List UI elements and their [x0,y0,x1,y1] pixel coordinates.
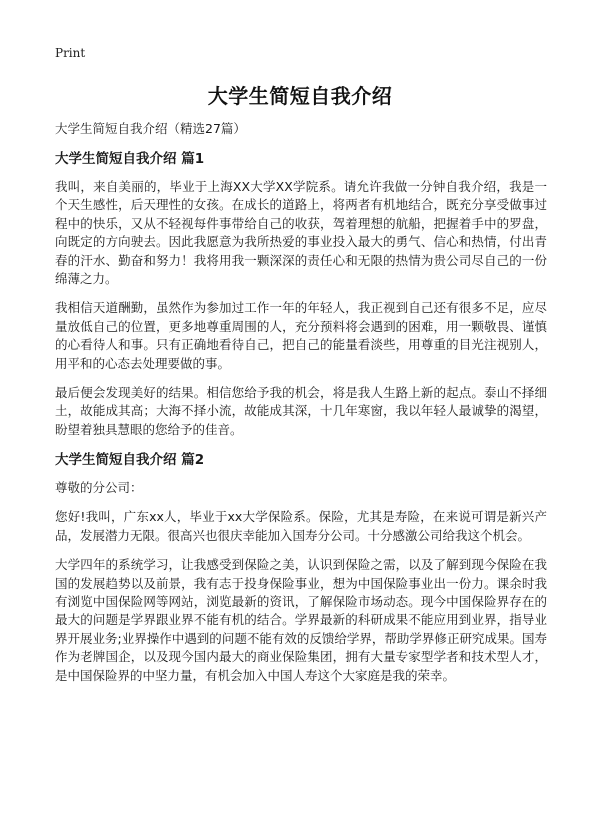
section-1-heading: 大学生简短自我介绍 篇1 [55,151,205,167]
document-body [55,120,547,696]
section-1-paragraph-3: 最后便会发现美好的结果。相信您给予我的机会，将是我人生路上新的起点。泰山不择细土，故能成其高；大海不择小流，故能成其深，十几年寒窗，我以年轻人最诚挚的渴望，盼望着独具慧眼的您给予的佳音。 [55,385,547,437]
section-2-paragraph-1: 您好!我叫，广东xx人，毕业于xx大学保险系。保险，尤其是寿险，在来说可谓是新兴产品，发展潜力无限。很高兴也很庆幸能加入国寿分公司。十分感激公司给我这个机会。 [55,509,547,543]
print-label: Print [55,46,86,60]
document-subtitle: 大学生简短自我介绍（精选27篇） [55,121,246,136]
section-2-paragraph-2: 大学四年的系统学习，让我感受到保险之美，认识到保险之需，以及了解到现今保险在我国的发展趋势以及前景，我有志于投身保险事业，想为中国保险事业出一份力。课余时我有浏览中国保险网等网站，浏览最新的资讯，了解保险市场动态。现今中国保险界存在的最大的问题是学界跟业界不能有机的结合。学界最新的科研成果不能应用到业界，指导业界开展业务;业界操作中遇到的问题不能有效的反馈给学界，帮助学界修正研究成果。国寿作为老牌国企，以及现今国内最大的商业保险集团，拥有大量专家型学者和技术型人才，是中国保险界的中坚力量，有机会加入中国人寿这个大家庭是我的荣幸。 [55,557,547,683]
section-1-paragraph-1: 我叫，来自美丽的，毕业于上海XX大学XX学院系。请允许我做一分钟自我介绍，我是一个天生感性，后天理性的女孩。在成长的道路上，将两者有机地结合，既充分享受做事过程中的快乐，又从不轻视每件事带给自己的收获，驾着理想的航船，把握着手中的罗盘，向既定的方向驶去。因此我愿意为我所热爱的事业投入最大的勇气、信心和热情，付出青春的汗水、勤奋和努力！我将用我一颗深深的责任心和无限的热情为贵公司尽自己的一份绵薄之力。 [55,179,547,287]
section-2-greeting: 尊敬的分公司： [55,480,143,496]
section-2-heading: 大学生简短自我介绍 篇2 [55,452,205,469]
section-1-paragraph-2: 我相信天道酬勤，虽然作为参加过工作一年的年轻人，我正视到自己还有很多不足，应尽量放低自己的位置，更多地尊重周围的人，充分预料将会遇到的困难，用一颗敬畏、谨慎的心看待人和事。只有正确地看待自己，把自己的能量看淡些，用尊重的目光注视别人，用平和的心态去处理要做的事。 [55,300,547,371]
document-title: 大学生简短自我介绍 [207,84,393,108]
